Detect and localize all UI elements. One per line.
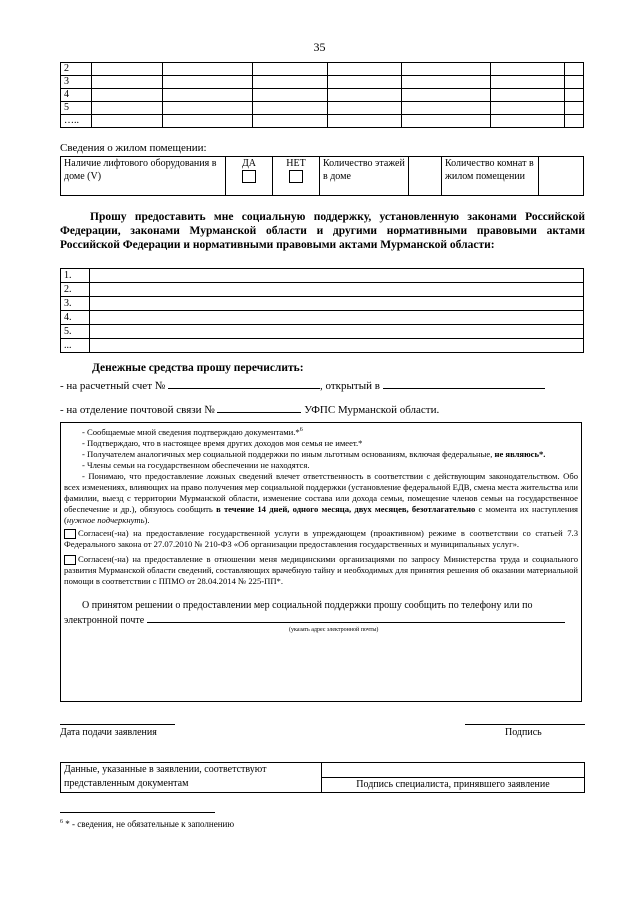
row-number: ... [61, 339, 90, 353]
account-line: - на расчетный счет № , открытый в [60, 378, 545, 392]
consent-medical-checkbox[interactable] [64, 555, 76, 565]
row-number: 3 [61, 76, 92, 89]
signature-label: Подпись [505, 727, 542, 738]
no-label: НЕТ [286, 158, 306, 169]
row-number: 5 [61, 102, 92, 115]
floors-label: Количество этажей в доме [320, 157, 409, 196]
floors-value[interactable] [409, 157, 442, 196]
yes-cell [226, 157, 273, 196]
row-number: ….. [61, 115, 92, 128]
table-row [61, 63, 584, 76]
rooms-label: Количество комнат в жилом помещении [442, 157, 539, 196]
notify-text: О принятом решении о предоставлении мер социальной поддержки прошу сообщить по телефону или по [82, 599, 533, 611]
specialist-signature-field[interactable] [322, 763, 585, 778]
declaration-2: - Подтверждаю, что в настоящее время других доходов моя семья не имеет.* [82, 437, 363, 448]
request-text: Прошу предоставить мне социальную поддержку, установленную законами Российской Федерации, законами Мурманской области и другими нормативными правовыми актами Российской Федерации и нормативными правовыми актами Мурманской области: [60, 211, 585, 251]
table-row [61, 283, 584, 297]
row-number: 4. [61, 311, 90, 325]
consent-proactive: Согласен(-на) на предоставление государственной услуги в упреждающем (проактивном) режиме в соответствии со статьей 7.3 Федерального закона от 27.07.2010 № 210-ФЗ «Об организации предоставления государственных и муниципальных услуг». [64, 527, 578, 549]
table-row [61, 76, 584, 89]
table-row [61, 115, 584, 128]
table-row [61, 311, 584, 325]
verification-table [60, 762, 585, 793]
row-number: 2. [61, 283, 90, 297]
notify-email-line: электронной почте [64, 612, 578, 627]
declaration-1: - Сообщаемые мной сведения подтверждаю документами.*$^6$ [82, 426, 303, 437]
row-number: 2 [61, 63, 92, 76]
yes-checkbox[interactable] [242, 170, 256, 183]
page-number: 35 [313, 40, 326, 54]
declaration-4: - Члены семьи на государственном обеспечении не находятся. [82, 459, 310, 470]
rooms-value[interactable] [539, 157, 584, 196]
specialist-signature-label: Подпись специалиста, принявшего заявление [322, 778, 585, 793]
bank-name-field[interactable] [383, 378, 545, 389]
date-label: Дата подачи заявления [60, 727, 157, 738]
account-number-field[interactable] [168, 378, 320, 389]
table-family-members [60, 62, 584, 128]
row-number: 3. [61, 297, 90, 311]
table-row [61, 325, 584, 339]
date-line[interactable] [60, 724, 175, 725]
footnote-divider [60, 812, 215, 813]
verify-label: Данные, указанные в заявлении, соответствуют представленным документам [61, 763, 322, 793]
declarations-box [60, 422, 582, 702]
footnote: $^6$ * - сведения, не обязательные к заполнению [60, 819, 235, 829]
signature-line[interactable] [465, 724, 585, 725]
housing-title: Сведения о жилом помещении: [60, 142, 207, 154]
consent-medical: Согласен(-на) на предоставление в отношении меня медицинскими организациями по запросу Министерства труда и социального развития Мурманской области сведений, составляющих врачебную тайну и необходимых для принятия решения об оказании материальной помощи в соответствии с ППМО от 28.04.2014 № 225-ПП*. [64, 553, 578, 586]
money-title: Денежные средства прошу перечислить: [92, 362, 304, 374]
table-row [61, 89, 584, 102]
housing-table [60, 156, 584, 196]
post-line: - на отделение почтовой связи № УФПС Мурманской области. [60, 404, 440, 416]
no-cell [273, 157, 320, 196]
no-checkbox[interactable] [289, 170, 303, 183]
yes-label: ДА [241, 158, 257, 169]
table-row [61, 297, 584, 311]
consent-proactive-checkbox[interactable] [64, 529, 76, 539]
row-number: 4 [61, 89, 92, 102]
declaration-3: - Получателем аналогичных мер социальной поддержки по иным льготным основаниям, включая федеральные, не являюсь*. [82, 448, 546, 459]
email-field[interactable] [147, 612, 565, 623]
table-row [61, 102, 584, 115]
row-number: 1. [61, 269, 90, 283]
table-row [61, 269, 584, 283]
support-measures-table [60, 268, 584, 353]
row-number: 5. [61, 325, 90, 339]
lift-label: Наличие лифтового оборудования в доме (V) [61, 157, 226, 196]
table-row [61, 339, 584, 353]
post-office-field[interactable] [217, 402, 301, 413]
declaration-5: - Понимаю, что предоставление ложных сведений влечет ответственность в соответствии с действующим законодательством. Обо всех изменениях, влияющих на право получения мер социальной поддержки (установление федеральной ЕДВ, смена места жительства или фамилии, выезд с территории Мурманской области, изменение состава или дохода семьи, помещение членов семьи на государственное обеспечение и др.), обязуюсь сообщить в течение 14 дней, одного месяца, двух месяцев, безотлагательно с момента их наступления (нужное подчеркнуть). [64, 470, 578, 525]
email-hint: (указать адрес электронной почты) [289, 626, 379, 633]
